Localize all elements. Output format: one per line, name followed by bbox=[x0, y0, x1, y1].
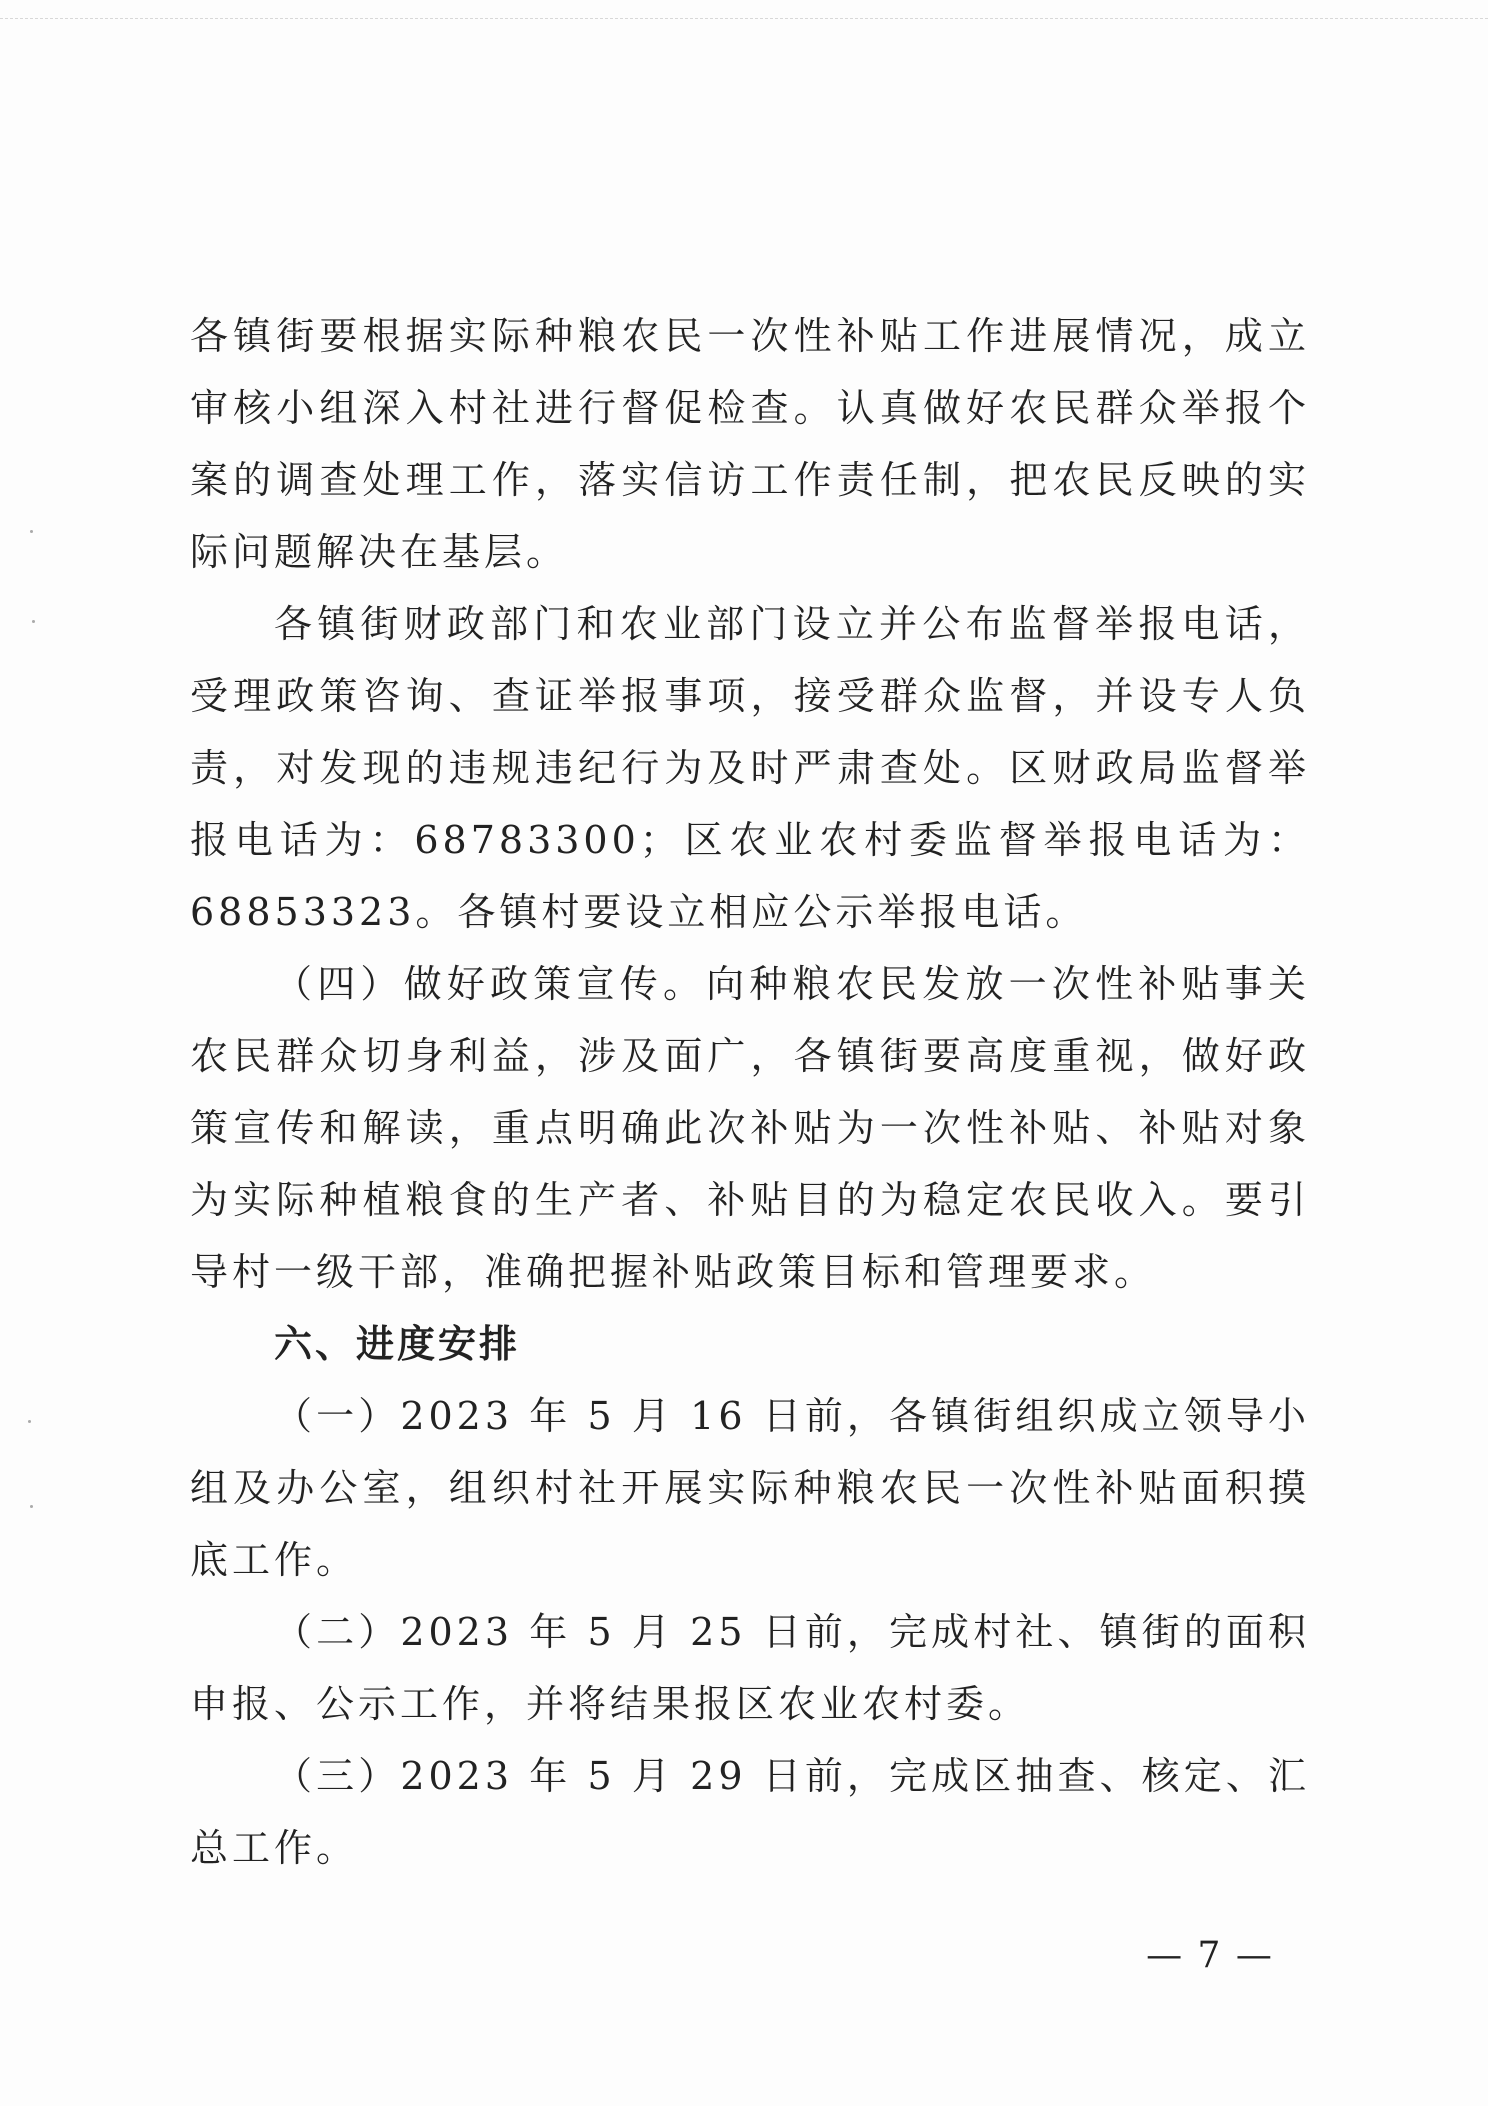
scan-speck bbox=[32, 620, 35, 623]
schedule-item-2: （二）2023 年 5 月 25 日前，完成村社、镇街的面积申报、公示工作，并将结果报区农业农村委。 bbox=[190, 1610, 1310, 1726]
scan-speck bbox=[30, 1505, 33, 1508]
page-number: — 7 — bbox=[1146, 1935, 1274, 1976]
paragraph-policy-publicity: （四）做好政策宣传。向种粮农民发放一次性补贴事关农民群众切身利益，涉及面广，各镇街要高度重视，做好政策宣传和解读，重点明确此次补贴为一次性补贴、补贴对象为实际种植粮食的生产者、补贴目的为稳定农民收入。要引导村一级干部，准确把握补贴政策目标和管理要求。 bbox=[190, 962, 1310, 1294]
paragraph-supervision: 各镇街要根据实际种粮农民一次性补贴工作进展情况，成立审核小组深入村社进行督促检查。认真做好农民群众举报个案的调查处理工作，落实信访工作责任制，把农民反映的实际问题解决在基层。 bbox=[190, 314, 1310, 574]
scan-speck bbox=[30, 530, 33, 533]
scan-speck bbox=[28, 1420, 31, 1423]
paragraph-hotline: 各镇街财政部门和农业部门设立并公布监督举报电话，受理政策咨询、查证举报事项，接受群众监督，并设专人负责，对发现的违规违纪行为及时严肃查处。区财政局监督举报电话为：68783300；区农业农村委监督举报电话为：68853323。各镇村要设立相应公示举报电话。 bbox=[190, 602, 1310, 934]
section-heading-schedule: 六、进度安排 bbox=[274, 1322, 521, 1366]
scan-edge-line bbox=[0, 18, 1488, 19]
schedule-item-3: （三）2023 年 5 月 29 日前，完成区抽查、核定、汇总工作。 bbox=[190, 1754, 1310, 1870]
document-body bbox=[190, 300, 1310, 1884]
schedule-item-1: （一）2023 年 5 月 16 日前，各镇街组织成立领导小组及办公室，组织村社开展实际种粮农民一次性补贴面积摸底工作。 bbox=[190, 1394, 1310, 1582]
